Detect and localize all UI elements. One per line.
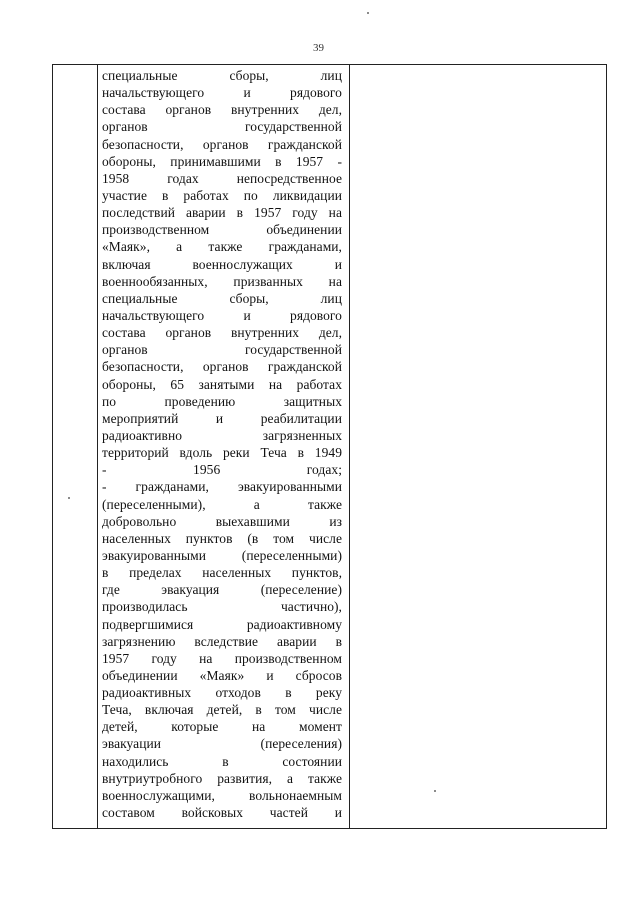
text-line: состава органов внутренних дел, <box>102 325 342 341</box>
text-line: органов государственной <box>102 342 342 358</box>
scan-speck <box>68 497 70 499</box>
text-line: безопасности, органов гражданской <box>102 136 342 152</box>
page-number: 39 <box>313 42 324 54</box>
text-line: подвергшимися радиоактивному <box>102 616 342 632</box>
text-line: (переселенными), а также <box>102 496 342 512</box>
text-line: производственном объединении <box>102 222 342 238</box>
text-line: эвакуации (переселения) <box>102 736 342 752</box>
text-line: «Маяк», а также гражданами, <box>102 239 342 255</box>
text-line: внутриутробного развития, а также <box>102 770 342 786</box>
text-line: эвакуированными (переселенными) <box>102 547 342 563</box>
text-line: специальные сборы, лиц <box>102 68 342 83</box>
text-line: состава органов внутренних дел, <box>102 102 342 118</box>
text-line: последствий аварии в 1957 году на <box>102 205 342 221</box>
text-line: составом войсковых частей и <box>102 805 342 821</box>
text-line: - 1956 годах; <box>102 462 342 478</box>
text-line: радиоактивно загрязненных <box>102 427 342 443</box>
text-line: детей, которые на момент <box>102 719 342 735</box>
text-line: Теча, включая детей, в том числе <box>102 702 342 718</box>
text-line: 1958 годах непосредственное <box>102 170 342 186</box>
text-line: находились в состоянии <box>102 753 342 769</box>
text-line: 1957 году на производственном <box>102 650 342 666</box>
text-line: военнообязанных, призванных на <box>102 273 342 289</box>
table-column-left <box>53 65 98 828</box>
text-line: населенных пунктов (в том числе <box>102 530 342 546</box>
text-line: участие в работах по ликвидации <box>102 187 342 203</box>
text-line: начальствующего и рядового <box>102 307 342 323</box>
scan-speck <box>367 12 369 14</box>
scan-speck <box>434 790 436 792</box>
text-line: обороны, принимавшими в 1957 - <box>102 153 342 169</box>
text-line: включая военнослужащих и <box>102 256 342 272</box>
text-line: радиоактивных отходов в реку <box>102 685 342 701</box>
text-line: объединении «Маяк» и сбросов <box>102 667 342 683</box>
text-line: где эвакуация (переселение) <box>102 582 342 598</box>
text-line: по проведению защитных <box>102 393 342 409</box>
body-text <box>102 67 342 821</box>
text-line: обороны, 65 занятыми на работах <box>102 376 342 392</box>
text-line: начальствующего и рядового <box>102 85 342 101</box>
text-line: в пределах населенных пунктов, <box>102 565 342 581</box>
text-line: специальные сборы, лиц <box>102 290 342 306</box>
text-line: загрязнению вследствие аварии в <box>102 633 342 649</box>
table-column-text <box>98 65 350 828</box>
text-line: мероприятий и реабилитации <box>102 410 342 426</box>
text-line: производилась частично), <box>102 599 342 615</box>
table-column-right <box>350 65 606 828</box>
text-line: - гражданами, эвакуированными <box>102 479 342 495</box>
text-line: добровольно выехавшими из <box>102 513 342 529</box>
text-line: органов государственной <box>102 119 342 135</box>
text-line: безопасности, органов гражданской <box>102 359 342 375</box>
text-line: военнослужащими, вольнонаемным <box>102 787 342 803</box>
document-table <box>52 64 607 829</box>
text-line: территорий вдоль реки Теча в 1949 <box>102 445 342 461</box>
